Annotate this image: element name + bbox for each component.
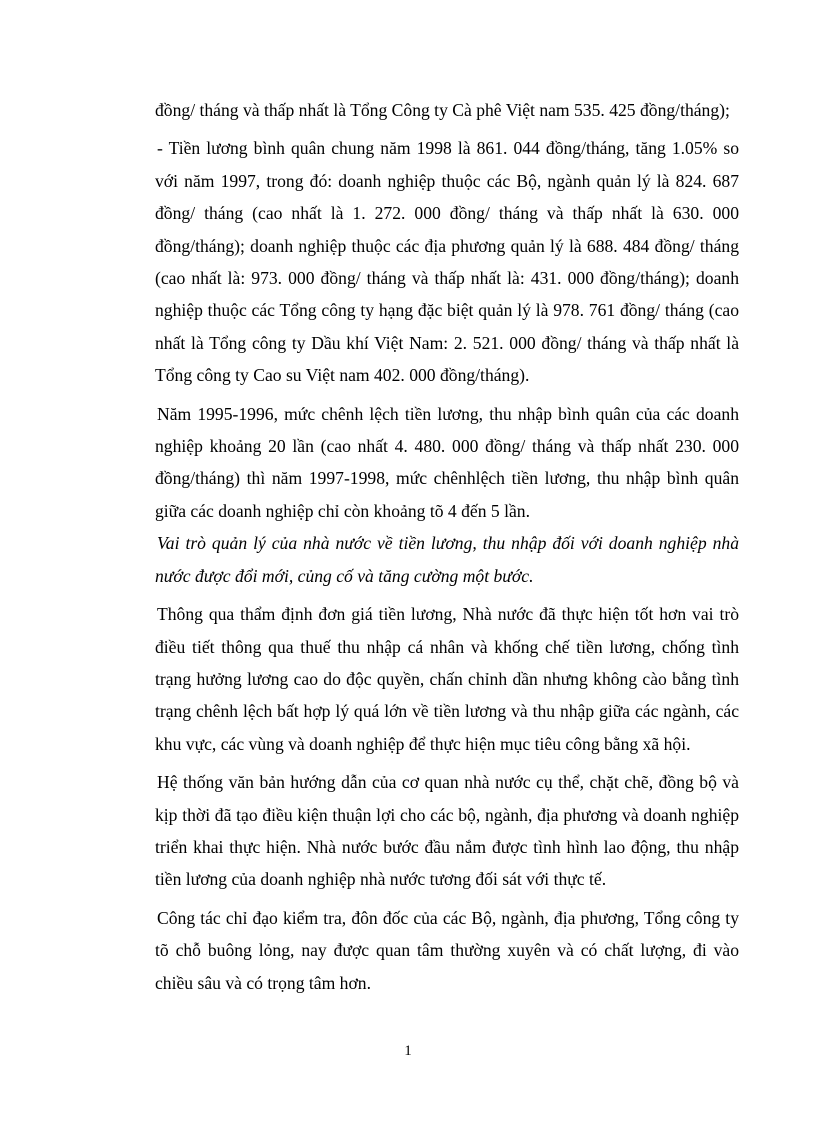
paragraph-guidance-documents: Hệ thống văn bản hướng dẫn của cơ quan nhà nước cụ thể, chặt chẽ, đồng bộ và kịp thời đã tạo điều kiện thuận lợi cho các bộ, ngành, địa phương và doanh nghiệp triển khai thực hiện. Nhà nước bước đầu nắm được tình hình lao động, thu nhập tiền lương của doanh nghiệp nhà nước tương đối sát với thực tế.: [155, 772, 739, 890]
page-number: 1: [404, 1043, 412, 1059]
paragraph-state-role-heading: Vai trò quản lý của nhà nước về tiền lương, thu nhập đối với doanh nghiệp nhà nước được đổi mới, củng cố và tăng cường một bước.: [155, 533, 739, 586]
paragraph-inspection: Công tác chỉ đạo kiểm tra, đôn đốc của các Bộ, ngành, địa phương, Tổng công ty tõ chỗ buông lỏng, nay được quan tâm thường xuyên và có chất lượng, đi vào chiều sâu và có trọng tâm hơn.: [155, 907, 739, 993]
paragraph-wage-appraisal: Thông qua thẩm định đơn giá tiền lương, Nhà nước đã thực hiện tốt hơn vai trò điều tiết thông qua thuế thu nhập cá nhân và khống chế tiền lương, chống tình trạng hưởng lương cao do độc quyền, chấn chỉnh dần nhưng không cào bằng tình trạng chênh lệch bất hợp lý quá lớn về tiền lương và thu nhập giữa các ngành, các khu vực, các vùng và doanh nghiệp để thực hiện mục tiêu công bằng xã hội.: [155, 604, 739, 754]
paragraph-salary-gap: Năm 1995-1996, mức chênh lệch tiền lương, thu nhập bình quân của các doanh nghiệp khoảng 20 lần (cao nhất 4. 480. 000 đồng/ tháng và thấp nhất 230. 000 đồng/tháng) thì năm 1997-1998, mức chênhlệch tiền lương, thu nhập bình quân giữa các doanh nghiệp chỉ còn khoảng tõ 4 đến 5 lần.: [155, 403, 739, 521]
document-body: [155, 94, 739, 999]
paragraph-continuation: đồng/ tháng và thấp nhất là Tổng Công ty Cà phê Việt nam 535. 425 đồng/tháng);: [155, 100, 730, 120]
paragraph-salary-1998: - Tiền lương bình quân chung năm 1998 là 861. 044 đồng/tháng, tăng 1.05% so với năm 1997, trong đó: doanh nghiệp thuộc các Bộ, ngành quản lý là 824. 687 đồng/ tháng (cao nhất là 1. 272. 000 đồng/ tháng và thấp nhất là 630. 000 đồng/tháng); doanh nghiệp thuộc các địa phương quản lý là 688. 484 đồng/ tháng (cao nhất là: 973. 000 đồng/ tháng và thấp nhất là: 431. 000 đồng/tháng); doanh nghiệp thuộc các Tổng công ty hạng đặc biệt quản lý là 978. 761 đồng/ tháng (cao nhất là Tổng công ty Dầu khí Việt Nam: 2. 521. 000 đồng/ tháng và thấp nhất là Tổng công ty Cao su Việt nam 402. 000 đồng/tháng).: [155, 138, 739, 386]
